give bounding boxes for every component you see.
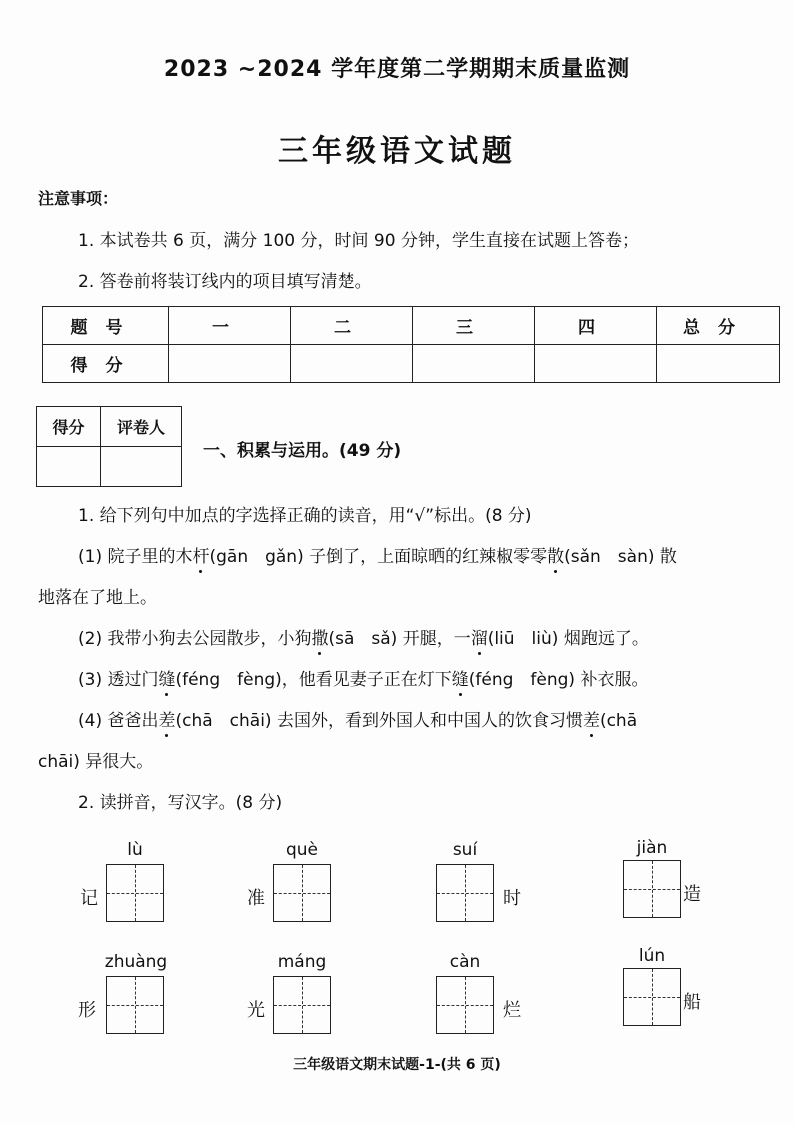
dotted-char: 差	[158, 711, 176, 731]
pinyin-label: lù	[127, 840, 143, 860]
pinyin-label: zhuàng	[104, 952, 168, 972]
score-table-score-row	[43, 345, 780, 383]
text-span: (gān gǎn) 子倒了，上面晾晒的红辣椒零零	[209, 547, 548, 567]
text-span: (féng fèng) 补衣服。	[468, 670, 649, 690]
page-footer: 三年级语文期末试题-1-(共 6 页)	[293, 1057, 501, 1073]
context-char: 光	[247, 1000, 265, 1021]
tianzige-box[interactable]	[273, 976, 331, 1034]
score-table	[42, 306, 780, 383]
text-span: (3) 透过门	[78, 670, 159, 690]
score-table-cell: 总分	[657, 307, 780, 345]
text-span: (liū liù) 烟跑远了。	[487, 629, 649, 649]
score-table-cell: 三	[413, 307, 535, 345]
tianzige-box[interactable]	[273, 864, 331, 922]
text-span: (4) 爸爸出	[78, 711, 159, 731]
context-char: 记	[80, 888, 98, 909]
notice-item-2: 2. 答卷前将装订线内的项目填写清楚。	[78, 272, 372, 292]
text-span: (sā sǎ) 开腿，一	[328, 629, 471, 649]
score-table-row-label: 得分	[43, 345, 169, 383]
text-span: (féng fèng)，他看见妻子正在灯下	[175, 670, 452, 690]
grader-name-cell[interactable]	[101, 447, 182, 487]
tianzige-box[interactable]	[623, 860, 681, 918]
context-char: 准	[247, 888, 265, 909]
q1-sentence-1-cont: 地落在了地上。	[38, 588, 157, 608]
score-cell-2[interactable]	[291, 345, 413, 383]
score-table-cell: 四	[535, 307, 657, 345]
q1-sentence-4-cont: chāi) 异很大。	[38, 752, 154, 772]
exam-header-title: 2023 ~2024 学年度第二学期期末质量监测	[163, 57, 631, 82]
q1-sentence-2	[78, 631, 649, 648]
dotted-char: 散	[547, 547, 565, 567]
score-cell-1[interactable]	[169, 345, 291, 383]
notice-item-1: 1. 本试卷共 6 页，满分 100 分，时间 90 分钟，学生直接在试题上答卷；	[78, 231, 639, 251]
dotted-char: 撒	[311, 629, 329, 649]
grader-table	[36, 406, 182, 487]
tianzige-box[interactable]	[106, 976, 164, 1034]
context-char: 形	[78, 1000, 96, 1021]
score-cell-3[interactable]	[413, 345, 535, 383]
grader-score-cell[interactable]	[37, 447, 101, 487]
context-char: 船	[683, 992, 701, 1013]
tianzige-box[interactable]	[106, 864, 164, 922]
pinyin-label: suí	[452, 840, 478, 860]
q2-prompt: 2. 读拼音，写汉字。(8 分)	[78, 793, 283, 813]
score-table-header-row	[43, 307, 780, 345]
text-span: (2) 我带小狗去公园散步，小狗	[78, 629, 312, 649]
tianzige-box[interactable]	[623, 968, 681, 1026]
q1-sentence-4	[78, 713, 637, 730]
dotted-char: 杆	[192, 547, 210, 567]
dotted-char: 缝	[158, 670, 176, 690]
dotted-char: 缝	[451, 670, 469, 690]
page-title: 三年级语文试题	[278, 134, 516, 169]
pinyin-label: máng	[277, 952, 327, 972]
pinyin-label: càn	[449, 952, 481, 972]
q1-sentence-3	[78, 672, 648, 689]
dotted-char: 差	[582, 711, 600, 731]
pinyin-label: què	[285, 840, 319, 860]
pinyin-label: jiàn	[636, 838, 668, 858]
tianzige-box[interactable]	[436, 976, 494, 1034]
context-char: 造	[683, 884, 701, 905]
tianzige-box[interactable]	[436, 864, 494, 922]
q1-sentence-1	[78, 549, 677, 566]
score-table-cell: 一	[169, 307, 291, 345]
context-char: 时	[503, 888, 521, 909]
grader-name-label: 评卷人	[101, 407, 182, 447]
notice-label: 注意事项：	[38, 189, 119, 208]
score-table-cell: 题号	[43, 307, 169, 345]
score-cell-total[interactable]	[657, 345, 780, 383]
grader-score-label: 得分	[37, 407, 101, 447]
text-span: (chā	[599, 711, 638, 731]
text-span: (sǎn sàn) 散	[564, 547, 677, 567]
text-span: (1) 院子里的木	[78, 547, 193, 567]
score-table-cell: 二	[291, 307, 413, 345]
q1-prompt: 1. 给下列句中加点的字选择正确的读音，用“√”标出。(8 分)	[78, 506, 532, 526]
dotted-char: 溜	[470, 629, 488, 649]
context-char: 烂	[503, 1000, 521, 1021]
section-title: 一、积累与运用。(49 分)	[203, 441, 402, 461]
text-span: (chā chāi) 去国外，看到外国人和中国人的饮食习惯	[175, 711, 583, 731]
score-cell-4[interactable]	[535, 345, 657, 383]
pinyin-label: lún	[638, 946, 666, 966]
